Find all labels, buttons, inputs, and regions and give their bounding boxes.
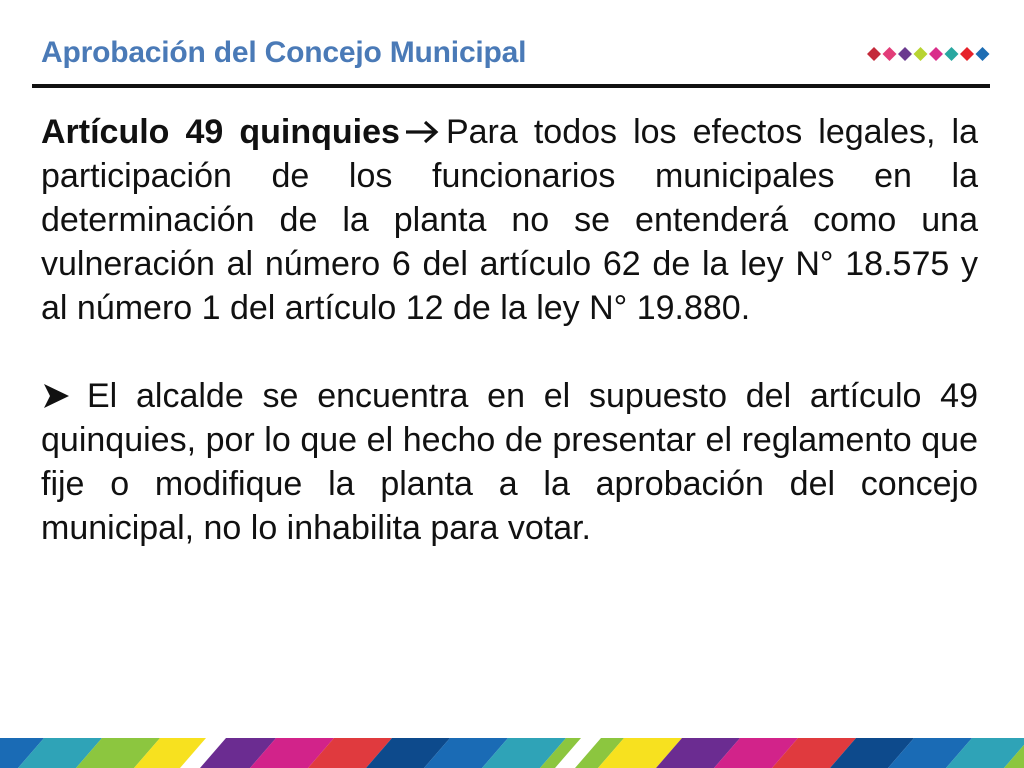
bullet-paragraph [41,374,978,550]
arrow-bullet-icon [41,383,71,409]
slide-body [41,110,978,550]
diamond-row-icon [866,44,994,64]
diamond-icon [960,47,974,61]
diamond-icon [976,47,990,61]
diamond-icon [883,47,897,61]
article-reference: Artículo 49 quinquies [41,113,400,151]
diamond-icon [914,47,928,61]
title-divider [32,84,990,88]
right-arrow-icon [404,119,440,145]
diamond-icon [945,47,959,61]
article-paragraph [41,110,978,330]
diamond-icon [929,47,943,61]
diamond-icon [867,47,881,61]
article-text: Para todos los efectos legales, la participación de los funcionarios municipales en la determinación de la planta no se entenderá como una vulneración al número 6 del artículo 62 de la ley N° 18.575 y al número 1 del artículo 12 de la ley N° 19.880. [41,113,978,327]
footer-stripe [0,738,1024,768]
slide-title: Aprobación del Concejo Municipal [41,36,527,69]
bullet-text: El alcalde se encuentra en el supuesto del artículo 49 quinquies, por lo que el hecho de presentar el reglamento que fije o modifique la planta a la aprobación del concejo municipal, no lo inhabilita para votar. [41,377,978,547]
diamond-icon [898,47,912,61]
